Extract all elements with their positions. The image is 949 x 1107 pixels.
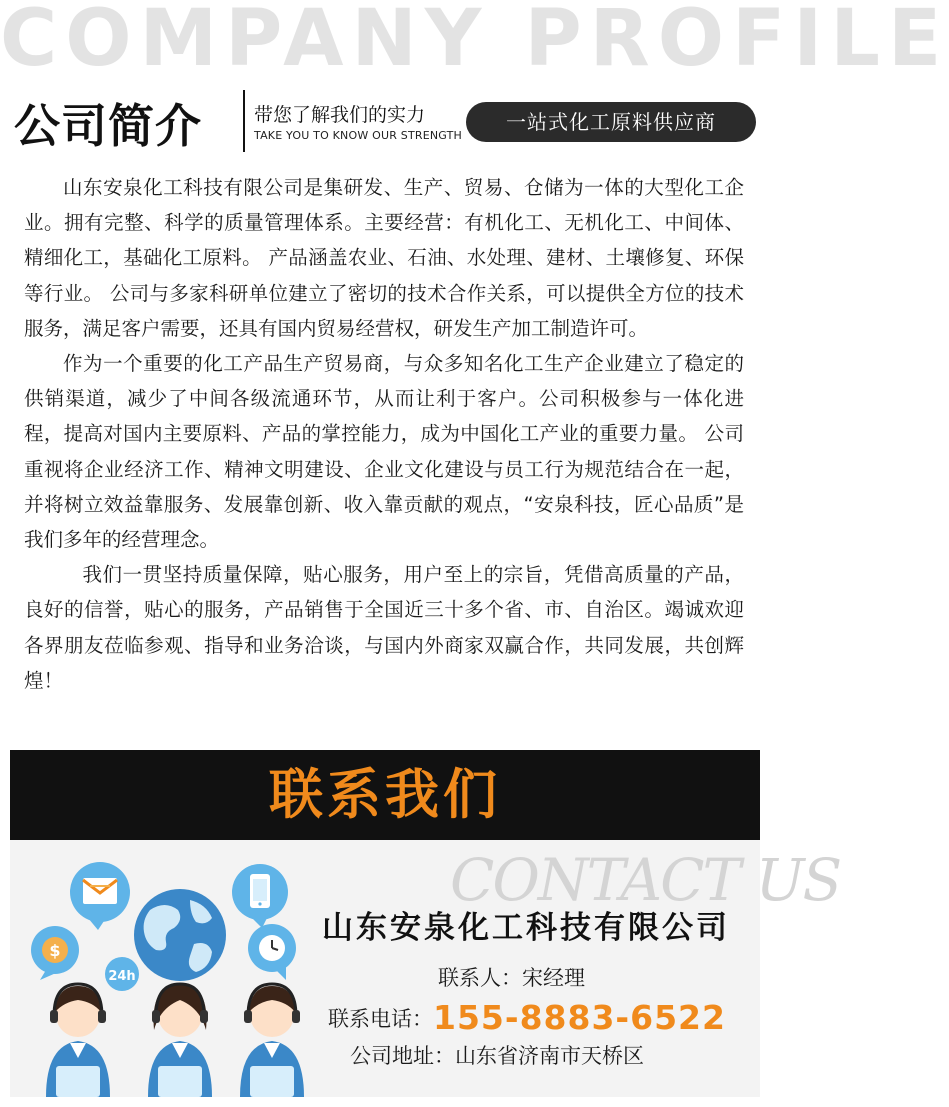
contact-phone-number[interactable]: 155-8883-6522 [433,998,726,1037]
contact-person-line [438,962,585,992]
svg-text:$: $ [49,941,61,960]
page-title: 公司简介 [14,99,202,153]
subtitle-chinese: 带您了解我们的实力 [254,104,426,126]
description-paragraph-2: 作为一个重要的化工产品生产贸易商，与众多知名化工生产企业建立了稳定的供销渠道，减少了中间各级流通环节，从而让利于客户。公司积极参与一体化进程，提高对国内主要原料、产品的掌控能力，成为中国化工产业的重要力量。 公司重视将企业经济工作、精神文明建设、企业文化建设与员工行为规范结合在一起，并将树立效益靠服务、发展靠创新、收入靠贡献的观点，“安泉科技，匠心品质”是我们多年的经营理念。 [24,352,744,552]
mail-icon [70,862,130,930]
contact-person-value: 宋经理 [522,966,585,990]
contact-person-label: 联系人： [438,966,522,990]
clock-icon [248,924,296,980]
description-paragraph-1: 山东安泉化工科技有限公司是集研发、生产、贸易、仓储为一体的大型化工企业。拥有完整、科学的质量管理体系。主要经营：有机化工、无机化工、中间体、精细化工，基础化工原料。 产品涵盖农业、石油、水处理、建材、土壤修复、环保等行业。 公司与多家科研单位建立了密切的技术合作关系，可以提供全方位的技术服务，满足客户需要，还具有国内贸易经营权，研发生产加工制造许可。 [24,176,744,340]
contact-section-header [10,750,760,840]
description-paragraph-3: 我们一贯坚持质量保障，贴心服务，用户至上的宗旨，凭借高质量的产品，良好的信誉，贴心的服务，产品销售于全国近三十多个省、市、自治区。竭诚欢迎各界朋友莅临参观、指导和业务洽谈，与国内外商家双赢合作，共同发展，共创辉煌！ [24,563,744,692]
section-title-row [14,84,760,156]
contact-phone-label: 联系电话： [328,1007,433,1031]
contact-card [10,840,841,1097]
24h-label: 24h [108,969,136,984]
24h-badge [105,957,139,991]
company-description [24,170,744,698]
title-divider [243,90,245,152]
contact-phone-line [328,998,726,1037]
contact-address-label: 公司地址： [350,1044,455,1068]
contact-watermark: CONTACT US [450,846,841,914]
contact-address-value: 山东省济南市天桥区 [455,1044,644,1068]
tagline-badge: 一站式化工原料供应商 [466,102,756,142]
company-name: 山东安泉化工科技有限公司 [322,910,730,946]
contact-address-line [350,1040,644,1070]
subtitle-english: TAKE YOU TO KNOW OUR STRENGTH [254,129,463,142]
contact-title: 联系我们 [269,763,501,826]
headset-agent-icon [46,984,304,1097]
coin-icon [31,926,79,980]
company-profile-background-title: COMPANY PROFILE [0,0,949,84]
customer-service-illustration [10,840,320,1097]
phone-icon [232,864,288,928]
globe-icon [134,889,226,981]
